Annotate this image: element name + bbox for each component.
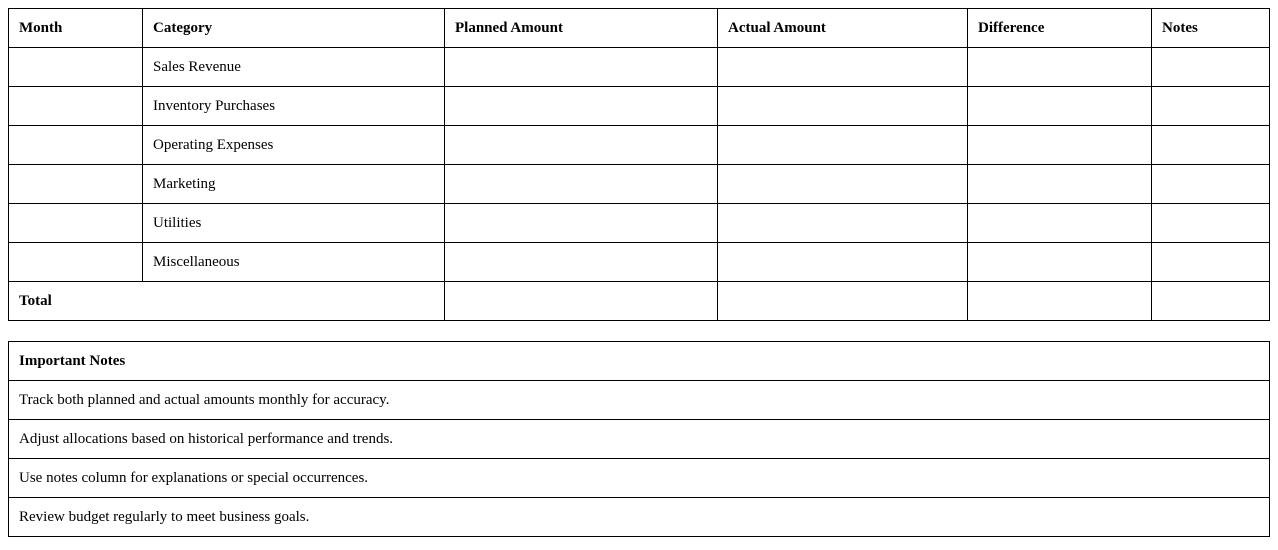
cell — [718, 126, 968, 165]
cell — [968, 282, 1152, 321]
cell — [1152, 282, 1270, 321]
cell — [445, 204, 718, 243]
category-cell: Marketing — [143, 165, 445, 204]
header-actual: Actual Amount — [718, 9, 968, 48]
header-notes: Notes — [1152, 9, 1270, 48]
table-row — [9, 204, 1270, 243]
cell — [9, 204, 143, 243]
cell — [9, 243, 143, 282]
table-row — [9, 126, 1270, 165]
category-cell: Inventory Purchases — [143, 87, 445, 126]
note-item: Use notes column for explanations or special occurrences. — [9, 459, 1270, 498]
table-row — [9, 243, 1270, 282]
cell — [968, 243, 1152, 282]
category-cell: Operating Expenses — [143, 126, 445, 165]
cell — [9, 126, 143, 165]
category-cell: Sales Revenue — [143, 48, 445, 87]
notes-title: Important Notes — [9, 342, 1270, 381]
cell — [445, 87, 718, 126]
total-label: Total — [9, 282, 445, 321]
cell — [9, 87, 143, 126]
note-row — [9, 381, 1270, 420]
notes-table — [8, 341, 1270, 537]
cell — [968, 87, 1152, 126]
cell — [968, 165, 1152, 204]
cell — [445, 243, 718, 282]
table-row — [9, 87, 1270, 126]
cell — [9, 165, 143, 204]
cell — [9, 48, 143, 87]
cell — [1152, 48, 1270, 87]
cell — [968, 48, 1152, 87]
cell — [1152, 87, 1270, 126]
cell — [1152, 204, 1270, 243]
cell — [718, 87, 968, 126]
table-row — [9, 165, 1270, 204]
cell — [718, 165, 968, 204]
header-difference: Difference — [968, 9, 1152, 48]
cell — [1152, 126, 1270, 165]
note-row — [9, 420, 1270, 459]
category-cell: Utilities — [143, 204, 445, 243]
note-row — [9, 498, 1270, 537]
header-category: Category — [143, 9, 445, 48]
header-month: Month — [9, 9, 143, 48]
total-row — [9, 282, 1270, 321]
cell — [445, 282, 718, 321]
note-row — [9, 459, 1270, 498]
cell — [1152, 243, 1270, 282]
note-item: Review budget regularly to meet business goals. — [9, 498, 1270, 537]
cell — [445, 48, 718, 87]
header-planned: Planned Amount — [445, 9, 718, 48]
cell — [445, 165, 718, 204]
cell — [718, 48, 968, 87]
note-item: Track both planned and actual amounts monthly for accuracy. — [9, 381, 1270, 420]
note-item: Adjust allocations based on historical performance and trends. — [9, 420, 1270, 459]
header-row — [9, 9, 1270, 48]
cell — [718, 204, 968, 243]
category-cell: Miscellaneous — [143, 243, 445, 282]
cell — [968, 126, 1152, 165]
cell — [718, 282, 968, 321]
notes-header-row — [9, 342, 1270, 381]
cell — [968, 204, 1152, 243]
cell — [718, 243, 968, 282]
budget-table — [8, 8, 1270, 321]
table-row — [9, 48, 1270, 87]
cell — [1152, 165, 1270, 204]
cell — [445, 126, 718, 165]
